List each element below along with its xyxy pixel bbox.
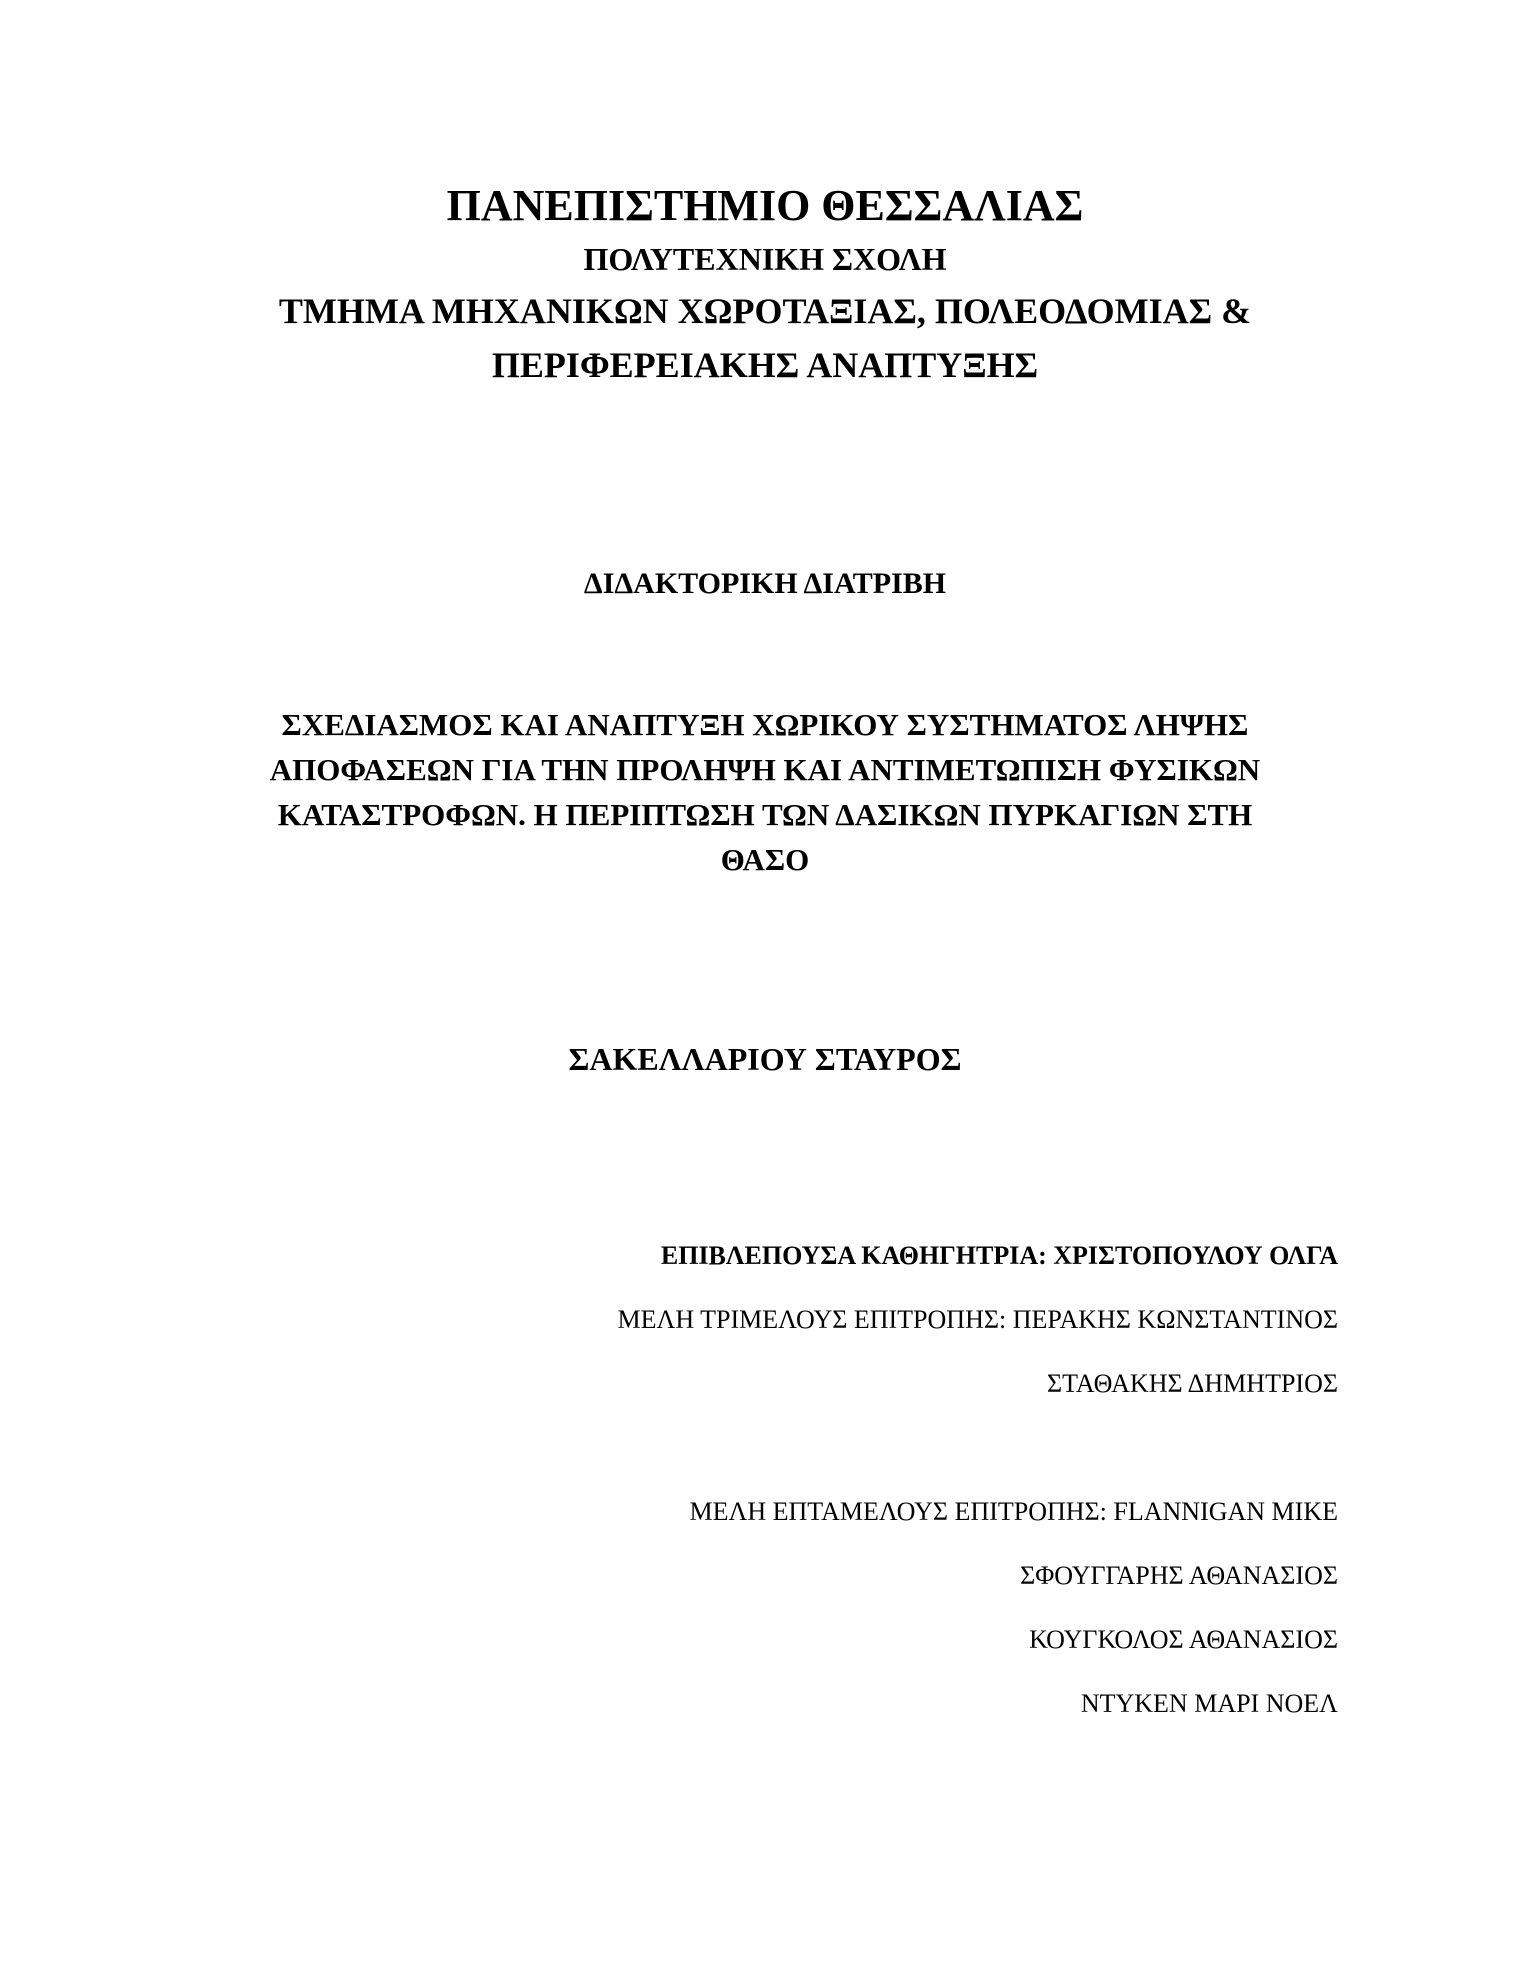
title-line: ΚΑΤΑΣΤΡΟΦΩΝ. Η ΠΕΡΙΠΤΩΣΗ ΤΩΝ ΔΑΣΙΚΩΝ ΠΥΡΚΑΓΙΩΝ ΣΤΗ <box>277 797 1253 832</box>
department-line: ΤΜΗΜΑ ΜΗΧΑΝΙΚΩΝ ΧΩΡΟΤΑΞΙΑΣ, ΠΟΛΕΟΔΟΜΙΑΣ & <box>278 291 1252 331</box>
author-name-text: ΣΑΚΕΛΛΑΡΙΟΥ ΣΤΑΥΡΟΣ <box>568 1041 962 1077</box>
seven-member-committee-line: ΣΦΟΥΓΓΑΡΗΣ ΑΘΑΝΑΣΙΟΣ <box>1020 1561 1338 1590</box>
seven-member-committee-line: ΝΤΥΚΕΝ ΜΑΡΙ ΝΟΕΛ <box>1080 1689 1338 1718</box>
supervisor: ΕΠΙΒΛΕΠΟΥΣΑ ΚΑΘΗΓΗΤΡΙΑ: ΧΡΙΣΤΟΠΟΥΛΟΥ ΟΛΓΑ <box>660 1241 1338 1270</box>
school-name-text: ΠΟΛΥΤΕΧΝΙΚΗ ΣΧΟΛΗ <box>583 241 947 277</box>
three-member-committee-line: ΣΤΑΘΑΚΗΣ ΔΗΜΗΤΡΙΟΣ <box>1046 1369 1338 1398</box>
thesis-type-text: ΔΙΔΑΚΤΟΡΙΚΗ ΔΙΑΤΡΙΒΗ <box>583 567 947 600</box>
school-name <box>0 240 1530 278</box>
title-line: ΑΠΟΦΑΣΕΩΝ ΓΙΑ ΤΗΝ ΠΡΟΛΗΨΗ ΚΑΙ ΑΝΤΙΜΕΤΩΠΙΣΗ ΦΥΣΙΚΩΝ <box>269 752 1261 787</box>
university-name <box>0 180 1530 232</box>
department-line: ΠΕΡΙΦΕΡΕΙΑΚΗΣ ΑΝΑΠΤΥΞΗΣ <box>491 345 1039 385</box>
author-name <box>0 1040 1530 1078</box>
seven-member-committee-line: ΚΟΥΓΚΟΛΟΣ ΑΘΑΝΑΣΙΟΣ <box>1029 1625 1338 1654</box>
three-member-committee-line: ΜΕΛΗ ΤΡΙΜΕΛΟΥΣ ΕΠΙΤΡΟΠΗΣ: ΠΕΡΑΚΗΣ ΚΩΝΣΤΑΝΤΙΝΟΣ <box>617 1305 1338 1334</box>
thesis-title <box>0 702 1530 882</box>
title-line: ΣΧΕΔΙΑΣΜΟΣ ΚΑΙ ΑΝΑΠΤΥΞΗ ΧΩΡΙΚΟΥ ΣΥΣΤΗΜΑΤΟΣ ΛΗΨΗΣ <box>281 707 1249 742</box>
title-line: ΘΑΣΟ <box>720 842 810 877</box>
seven-member-committee-line: ΜΕΛΗ ΕΠΤΑΜΕΛΟΥΣ ΕΠΙΤΡΟΠΗΣ: FLANNIGAN MIKE <box>689 1497 1338 1526</box>
thesis-type <box>0 566 1530 602</box>
department-name <box>0 284 1530 392</box>
university-name-text: ΠΑΝΕΠΙΣΤΗΜΙΟ ΘΕΣΣΑΛΙΑΣ <box>446 181 1084 230</box>
